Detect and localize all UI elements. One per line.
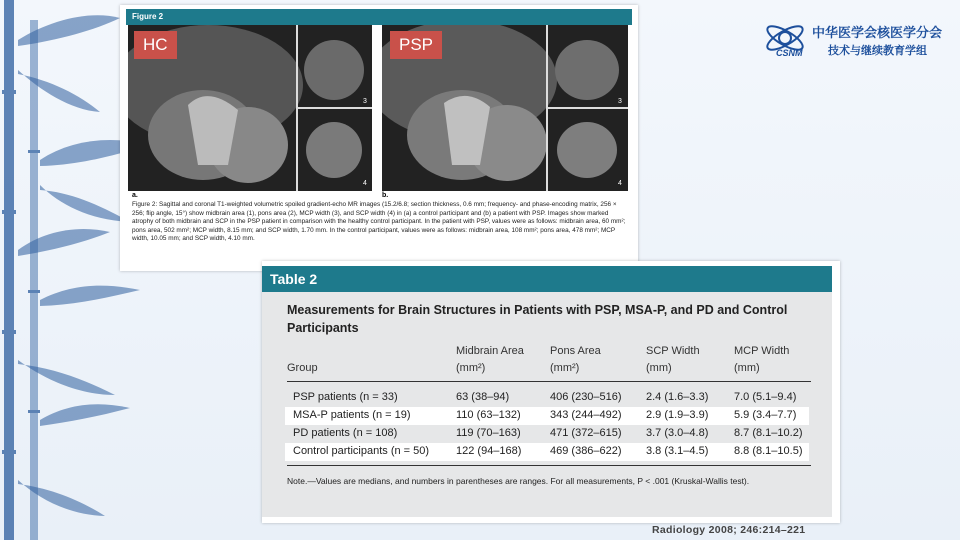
column-header-mcp <box>734 343 789 377</box>
table-row <box>285 443 809 461</box>
cell-mcp: 7.0 (5.1–9.4) <box>734 391 797 403</box>
column-header-unit: (mm²) <box>456 362 486 374</box>
cell-group: MSA-P patients (n = 19) <box>293 409 411 421</box>
column-header-midbrain <box>456 343 524 377</box>
cell-mcp: 8.7 (8.1–10.2) <box>734 427 803 439</box>
table-note: Note.—Values are medians, and numbers in parentheses are ranges. For all measurements, P < .001 (Kruskal-Wallis test). <box>287 476 750 486</box>
cell-group: Control participants (n = 50) <box>293 445 430 457</box>
figure-panel <box>120 5 638 271</box>
table-row <box>285 407 809 425</box>
logo-title: 中华医学会核医学分会 <box>812 26 943 41</box>
table-panel <box>262 261 840 523</box>
column-header-line: SCP Width <box>646 345 700 357</box>
figure-header: Figure 2 <box>126 9 632 25</box>
cell-mcp: 5.9 (3.4–7.7) <box>734 409 797 421</box>
cell-mcp: 8.8 (8.1–10.5) <box>734 445 803 457</box>
cell-scp: 3.7 (3.0–4.8) <box>646 427 709 439</box>
table-row <box>285 389 809 407</box>
column-header-scp <box>646 343 700 377</box>
column-header-pons <box>550 343 601 377</box>
cell-pons: 406 (230–516) <box>550 391 622 403</box>
cell-pons: 469 (386–622) <box>550 445 622 457</box>
cell-midbrain: 119 (70–163) <box>456 427 521 439</box>
logo-subtitle: 技术与继续教育学组 <box>828 44 927 57</box>
logo-abbreviation: CSNM <box>776 48 803 58</box>
cell-midbrain: 122 (94–168) <box>456 445 522 457</box>
svg-text:4: 4 <box>363 180 367 187</box>
cell-midbrain: 110 (63–132) <box>456 409 521 421</box>
cell-group: PD patients (n = 108) <box>293 427 398 439</box>
table-title: Measurements for Brain Structures in Patients with PSP, MSA-P, and PD and Control Participants <box>287 303 788 335</box>
svg-text:3: 3 <box>618 98 622 105</box>
column-header-line: MCP Width <box>734 345 790 357</box>
column-header-unit: (mm) <box>646 362 672 374</box>
panel-a-label: a. <box>132 192 138 199</box>
column-header-group: Group <box>287 362 318 374</box>
cell-pons: 471 (372–615) <box>550 427 622 439</box>
cell-group: PSP patients (n = 33) <box>293 391 398 403</box>
csnm-logo <box>762 18 942 64</box>
mri-image-control <box>128 25 372 191</box>
cell-scp: 2.4 (1.6–3.3) <box>646 391 709 403</box>
cell-midbrain: 63 (38–94) <box>456 391 510 403</box>
column-header-unit: (mm²) <box>550 362 580 374</box>
figure-caption: Figure 2: Sagittal and coronal T1-weighted volumetric spoiled gradient-echo MR images (15.2/6.8; section thickness, 0.6 mm; frequency- and phase-encoding matrix, 256 × 256; flip angle, 15°) show midbrain area (1), pons area (2), MCP width (3), and SCP width (4) in (a) a control participant and (b) a patient with PSP. Images show marked atrophy of both midbrain and SCP in the PSP patient in comparison with the healthy control participant. In the patient with PSP, values were as follows: midbrain area, 60 mm²; pons area, 502 mm²; MCP width, 8.15 mm; and SCP width, 1.70 mm. In the control participant, values were as follows: midbrain area, 108 mm²; pons area, 478 mm²; MCP width, 10.05 mm; and SCP width, 4.10 mm. <box>132 201 626 243</box>
table-row <box>285 425 809 443</box>
cell-scp: 2.9 (1.9–3.9) <box>646 409 709 421</box>
cell-pons: 343 (244–492) <box>550 409 622 421</box>
column-header-line: Pons Area <box>550 345 601 357</box>
label-hc: HC <box>134 31 177 59</box>
cell-scp: 3.8 (3.1–4.5) <box>646 445 709 457</box>
svg-text:4: 4 <box>618 180 622 187</box>
label-psp: PSP <box>390 31 442 59</box>
table-header: Table 2 <box>262 266 832 292</box>
column-header-unit: (mm) <box>734 362 760 374</box>
mri-image-psp <box>382 25 628 191</box>
panel-b-label: b. <box>382 192 389 199</box>
header-rule <box>287 381 811 382</box>
footer-rule <box>287 465 811 466</box>
citation: Radiology 2008; 246:214–221 <box>652 524 806 536</box>
svg-text:3: 3 <box>363 98 367 105</box>
column-header-line: Midbrain Area <box>456 345 524 357</box>
